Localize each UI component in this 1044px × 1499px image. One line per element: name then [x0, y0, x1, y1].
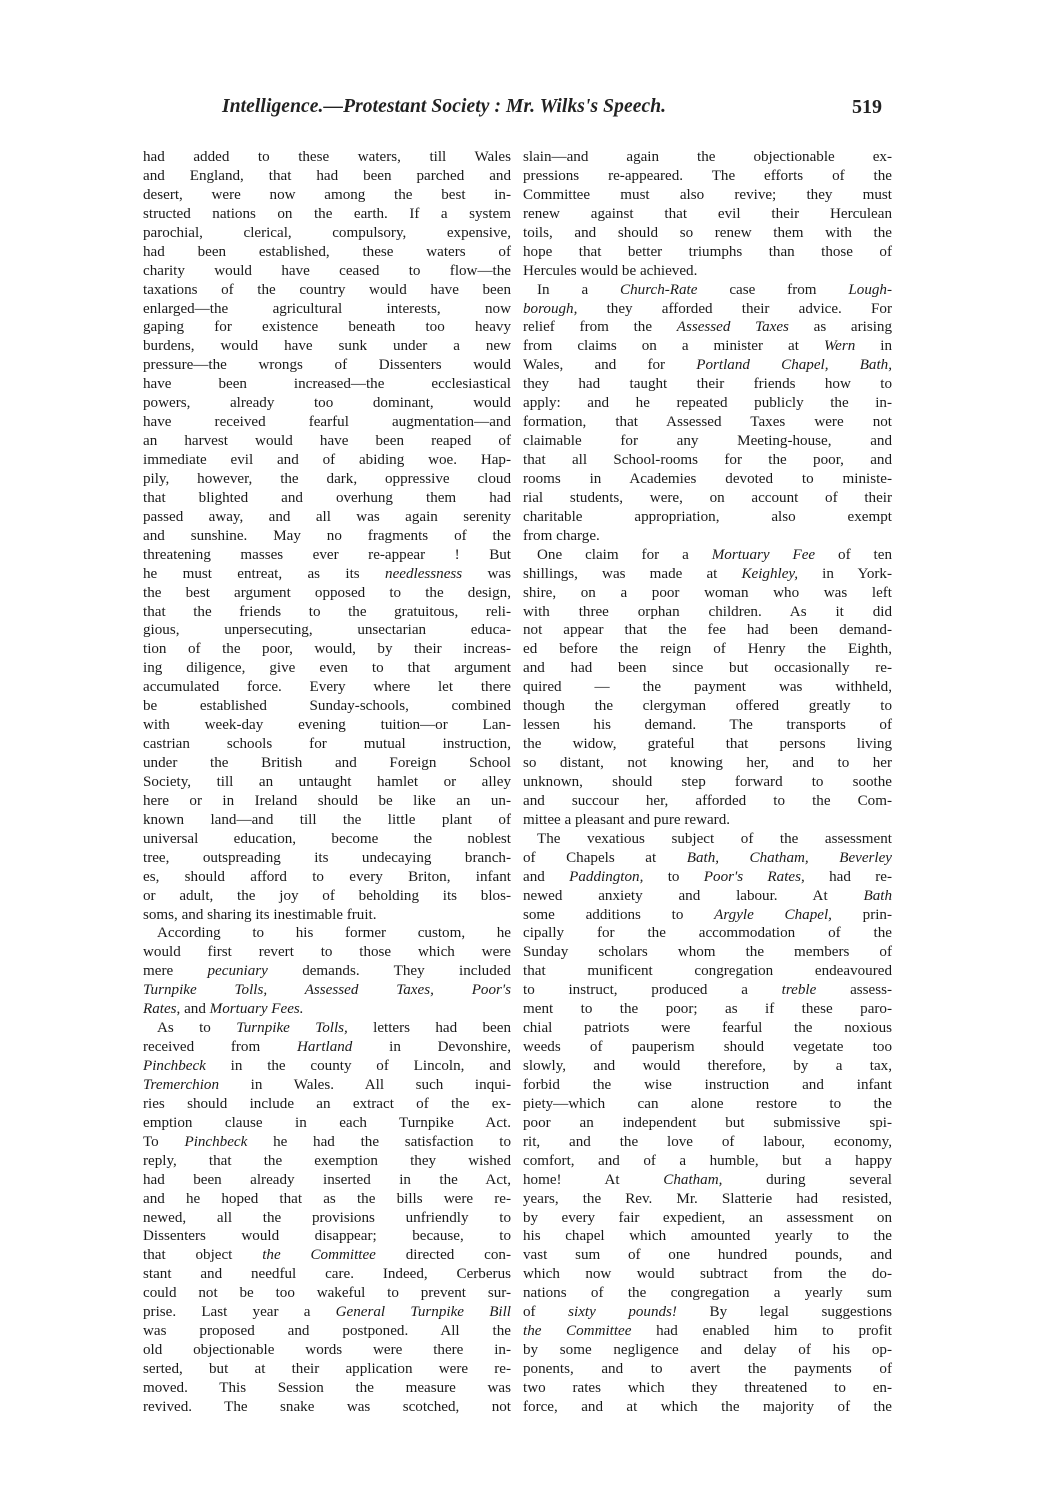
text-line: vast sum of one hundred pounds, and	[523, 1247, 892, 1264]
italic-phrase: sixty pounds!	[568, 1304, 677, 1321]
text-line: shillings, was made at Keighley, in York-	[523, 565, 892, 582]
text-line: claimable for any Meeting-house, and	[523, 433, 892, 450]
text-line: and sunshine. May no fragments of the	[143, 527, 511, 544]
text-line: burdens, would have sunk under a new	[143, 338, 511, 355]
text-line: enlarged—the agricultural interests, now	[143, 300, 511, 317]
italic-phrase: Mortuary Fees.	[209, 1001, 304, 1018]
italic-phrase: Wern	[823, 338, 856, 355]
text-line: Tremerchion in Wales. All such inqui-	[143, 1076, 511, 1093]
italic-phrase: Keighley,	[741, 565, 799, 582]
italic-phrase: the Committee	[262, 1247, 376, 1264]
text-line: they had taught their friends how to	[523, 376, 892, 393]
text-line: cipally for the accommodation of the	[523, 925, 892, 942]
italic-phrase: needlessness	[385, 565, 463, 582]
text-line: to instruct, produced a treble assess-	[523, 982, 892, 999]
text-line: tion of the poor, would, by their increas-	[143, 641, 511, 658]
text-line: that all School-rooms for the poor, and	[523, 452, 892, 468]
running-header	[222, 96, 882, 122]
text-line: of Chapels at Bath, Chatham, Beverley	[523, 849, 893, 866]
text-line: ries should include an extract of the ex-	[143, 1095, 511, 1112]
text-line: moved. This Session the measure was	[143, 1379, 511, 1396]
text-line: that blighted and overhung them had	[143, 489, 511, 506]
text-line: reply, that the exemption they wished	[143, 1152, 511, 1169]
italic-phrase: the Committee	[523, 1323, 632, 1340]
text-line: apply: and he repeated publicly the in-	[523, 395, 892, 412]
text-line: threatening masses ever re-appear ! But	[143, 546, 511, 563]
text-line: pily, however, the dark, oppressive cloud	[143, 470, 511, 487]
text-line: mere pecuniary demands. They included	[143, 963, 511, 980]
text-line: revived. The snake was scotched, not	[143, 1398, 511, 1415]
text-line: charitable appropriation, also exempt	[523, 508, 892, 525]
text-line: Dissenters would disappear; because, to	[143, 1228, 511, 1245]
text-line: received from Hartland in Devonshire,	[143, 1039, 511, 1056]
text-line: Committee must also revive; they must	[523, 186, 892, 203]
text-line: relief from the Assessed Taxes as arising	[523, 319, 892, 336]
text-line: with week-day evening tuition—or Lan-	[143, 717, 511, 734]
italic-phrase: treble	[781, 982, 817, 999]
text-line: be established Sunday-schools, combined	[143, 698, 511, 715]
text-line: from charge.	[523, 527, 600, 544]
text-line: that munificent congregation endeavoured	[523, 963, 892, 980]
text-line: lessen his demand. The transports of	[523, 717, 892, 734]
text-line: Society, till an untaught hamlet or alley	[143, 773, 511, 790]
running-title: Intelligence.—Protestant Society : Mr. Wilks's Speech.	[222, 96, 667, 117]
left-column	[143, 148, 511, 1417]
text-line: force, and at which the majority of the	[523, 1398, 892, 1415]
text-line: could not be too wakeful to prevent sur-	[143, 1285, 511, 1302]
text-line: have been increased—the ecclesiastical	[143, 376, 511, 393]
italic-phrase: Poor's Rates,	[703, 868, 805, 885]
text-line: rial students, were, on account of their	[523, 489, 892, 506]
text-line: ment to the poor; as if these paro-	[523, 1001, 892, 1018]
text-line	[143, 981, 511, 1000]
italic-phrase: Argyle Chapel,	[714, 906, 832, 923]
text-line: not appear that the fee had been demand-	[523, 622, 892, 639]
text-line: powers, already too dominant, would	[143, 395, 511, 412]
text-line: serted, but at their application were re-	[143, 1361, 511, 1377]
text-line: As to Turnpike Tolls, letters had been	[157, 1020, 512, 1037]
italic-phrase: Turnpike Tolls, Assessed Taxes, Poor's	[143, 982, 511, 999]
text-line: nations of the congregation a yearly sum	[523, 1285, 892, 1302]
text-line: One claim for a Mortuary Fee of ten	[537, 546, 892, 563]
text-line: that object the Committee directed con-	[143, 1247, 511, 1264]
text-line: so distant, not knowing her, and to her	[523, 755, 892, 771]
text-line: piety—which can alone restore to the	[523, 1095, 892, 1112]
text-line: desert, were now among the best in-	[143, 186, 511, 203]
page-number: 519	[852, 96, 882, 118]
italic-phrase: Paddington,	[569, 868, 644, 885]
text-line: prise. Last year a General Turnpike Bill	[143, 1304, 511, 1321]
italic-phrase: Mortuary Fee	[711, 546, 816, 563]
text-line: To Pinchbeck he had the satisfaction to	[143, 1133, 511, 1150]
text-line: Sunday scholars whom the members of	[523, 944, 892, 961]
text-line: and Paddington, to Poor's Rates, had re-	[523, 868, 892, 885]
text-line: emption clause in each Turnpike Act.	[143, 1114, 511, 1131]
text-line: here or in Ireland should be like an un-	[143, 792, 511, 809]
text-line: toils, and should so renew them with the	[523, 224, 892, 241]
text-line: Pinchbeck in the county of Lincoln, and	[143, 1058, 511, 1074]
text-line: slain—and again the objectionable ex-	[523, 149, 892, 165]
italic-phrase: Rates	[143, 1001, 177, 1018]
text-line: chial patriots were fearful the noxious	[523, 1020, 892, 1037]
text-line: ing diligence, give even to that argument	[143, 660, 511, 677]
italic-phrase: pecuniary	[207, 963, 268, 980]
text-line: rooms in Academies devoted to ministe-	[523, 470, 892, 487]
text-line: rit, and the love of labour, economy,	[523, 1133, 892, 1150]
text-line: newed, all the provisions unfriendly to	[143, 1209, 511, 1226]
text-line: forbid the wise instruction and infant	[523, 1076, 892, 1093]
italic-phrase: Assessed Taxes	[676, 319, 789, 336]
text-line: some additions to Argyle Chapel, prin-	[523, 906, 892, 923]
text-line: immediate evil and of abiding woe. Hap-	[143, 452, 511, 468]
text-line: would first revert to those which were	[143, 944, 511, 961]
text-line: with three orphan children. As it did	[523, 603, 892, 620]
text-line: and he hoped that as the bills were re-	[143, 1190, 511, 1207]
text-line: had added to these waters, till Wales	[143, 149, 511, 165]
text-line: had been established, these waters of	[143, 243, 511, 260]
text-line: home! At Chatham, during several	[523, 1171, 892, 1188]
text-line: he must entreat, as its needlessness was	[143, 565, 511, 582]
text-line: Hercules would be achieved.	[523, 262, 698, 279]
text-line: though the clergyman offered greatly to	[523, 698, 892, 715]
italic-phrase: Turnpike Tolls,	[236, 1020, 348, 1037]
italic-phrase: Portland Chapel, Bath,	[696, 357, 892, 374]
text-line: known land—and till the little plant of	[143, 811, 511, 828]
italic-phrase: Pinchbeck	[184, 1133, 248, 1150]
text-line: castrian schools for mutual instruction,	[143, 736, 511, 753]
italic-phrase: Bath	[863, 887, 892, 904]
text-line: universal education, become the noblest	[143, 830, 511, 847]
text-line: that the friends to the gratuitous, reli-	[143, 603, 511, 620]
text-line: and had been since but occasionally re-	[523, 660, 892, 677]
text-line: pressure—the wrongs of Dissenters would	[143, 357, 511, 374]
text-line: pressions re-appeared. The efforts of the	[523, 167, 892, 184]
italic-phrase: Tremerchion	[143, 1076, 220, 1093]
text-line: years, the Rev. Mr. Slatterie had resisted,	[523, 1190, 892, 1207]
text-line: es, should afford to every Briton, infant	[143, 868, 511, 885]
right-column	[523, 148, 892, 1417]
text-line: an harvest would have been reaped of	[143, 433, 511, 450]
text-line: the widow, grateful that persons living	[523, 736, 892, 753]
text-line: comfort, and of a humble, but a happy	[523, 1152, 892, 1169]
text-line: In a Church-Rate case from Lough-	[537, 281, 892, 298]
text-line: The vexatious subject of the assessment	[537, 830, 892, 847]
text-line: tree, outspreading its undecaying branch-	[143, 849, 511, 866]
text-line: passed away, and all was again serenity	[143, 508, 511, 525]
italic-phrase: Hartland	[297, 1039, 353, 1056]
italic-phrase: General Turnpike Bill	[335, 1304, 511, 1321]
text-line: the best argument opposed to the design,	[143, 584, 511, 601]
text-line: mittee a pleasant and pure reward.	[523, 811, 731, 828]
text-line: newed anxiety and labour. At Bath	[523, 887, 892, 904]
italic-phrase: Bath, Chatham, Beverley	[686, 849, 893, 866]
text-line: Wales, and for Portland Chapel, Bath,	[523, 357, 892, 374]
text-line: ed before the reign of Henry the Eighth,	[523, 641, 892, 658]
text-line: by every fair expedient, an assessment on	[523, 1209, 892, 1226]
text-line: poor an independent but submissive spi-	[523, 1114, 892, 1131]
text-line: renew against that evil their Herculean	[523, 205, 892, 222]
text-line: gious, unpersecuting, unsectarian educa-	[143, 622, 511, 639]
text-line: formation, that Assessed Taxes were not	[523, 414, 892, 431]
text-line: two rates which they threatened to en-	[523, 1379, 892, 1396]
italic-phrase: Church-Rate	[620, 281, 698, 298]
italic-phrase: Pinchbeck	[143, 1058, 206, 1074]
italic-phrase: Lough-	[848, 281, 892, 298]
text-line: which now would subtract from the do-	[523, 1266, 892, 1283]
text-line: old objectionable words were there in-	[143, 1342, 511, 1359]
text-line: and succour her, afforded to the Com-	[523, 792, 892, 809]
text-line: from claims on a minister at Wern in	[523, 338, 892, 355]
text-line: structed nations on the earth. If a system	[143, 205, 511, 222]
text-line: accumulated force. Every where let there	[143, 679, 511, 696]
text-line: gaping for existence beneath too heavy	[143, 319, 511, 336]
text-line: the Committee had enabled him to profit	[523, 1323, 892, 1340]
text-line: under the British and Foreign School	[143, 755, 511, 771]
text-line: and England, that had been parched and	[143, 167, 511, 184]
italic-phrase: borough,	[523, 300, 578, 317]
text-line: According to his former custom, he	[157, 925, 511, 942]
text-line: weeds of pauperism should vegetate too	[523, 1039, 892, 1056]
text-line: taxations of the country would have been	[143, 281, 511, 298]
text-line: Rates, and Mortuary Fees.	[143, 1001, 304, 1018]
text-line: have received fearful augmentation—and	[143, 414, 511, 431]
text-line: shire, on a poor woman who was left	[523, 584, 892, 601]
text-line: ponents, and to avert the payments of	[523, 1361, 892, 1377]
text-line: borough, they afforded their advice. For	[523, 300, 892, 317]
text-line: by some negligence and delay of his op-	[523, 1342, 892, 1359]
text-line: stant and needful care. Indeed, Cerberus	[143, 1266, 511, 1283]
text-line: or adult, the joy of beholding its blos-	[143, 887, 511, 904]
text-line: unknown, should step forward to soothe	[523, 773, 892, 790]
text-line: his chapel which amounted yearly to the	[523, 1228, 892, 1245]
text-line: quired — the payment was withheld,	[523, 679, 892, 696]
text-line: was proposed and postponed. All the	[143, 1323, 511, 1340]
text-line: hope that better triumphs than those of	[523, 243, 892, 260]
italic-phrase: Chatham,	[663, 1171, 723, 1188]
text-line: charity would have ceased to flow—the	[143, 262, 511, 279]
text-line: slowly, and would therefore, by a tax,	[523, 1058, 892, 1074]
text-line: parochial, clerical, compulsory, expensive,	[143, 224, 511, 241]
text-line: soms, and sharing its inestimable fruit.	[143, 906, 377, 923]
text-line: of sixty pounds! By legal suggestions	[523, 1304, 892, 1321]
text-line: had been already inserted in the Act,	[143, 1171, 511, 1188]
